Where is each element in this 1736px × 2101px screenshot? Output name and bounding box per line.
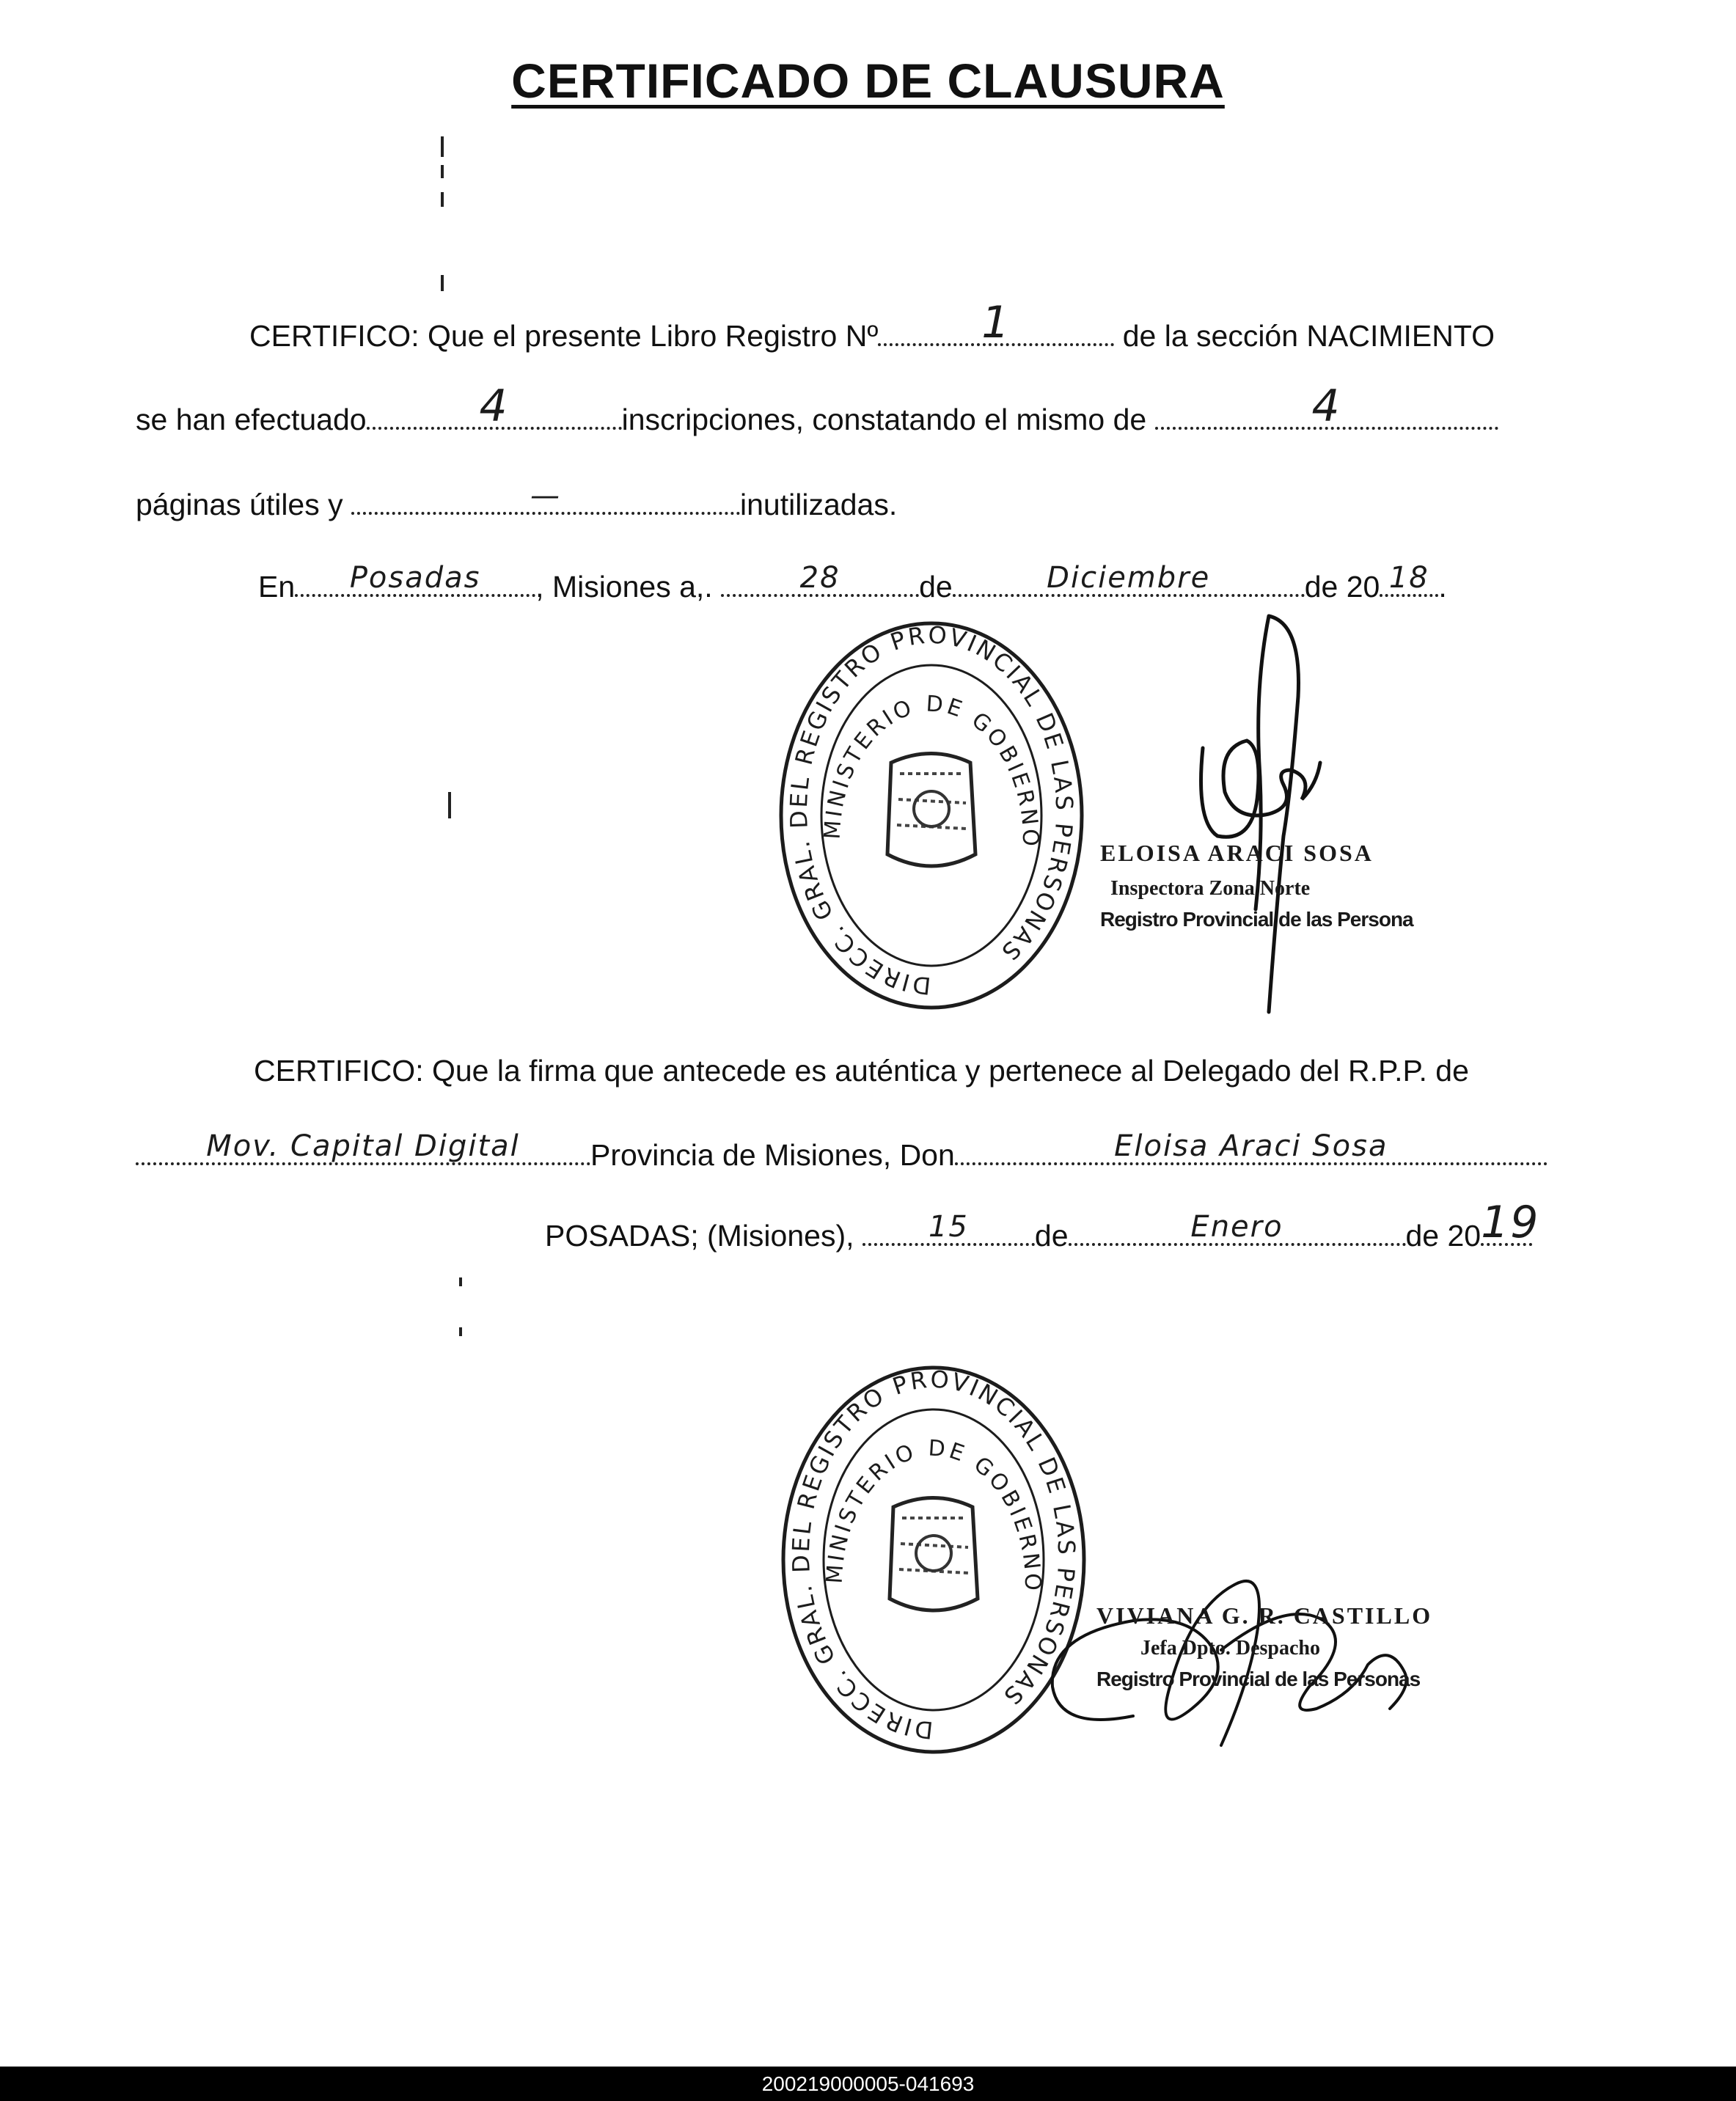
cert1-line4-text-a: En: [258, 570, 296, 604]
scan-mark: [459, 1327, 462, 1336]
seal-1-graphic: [774, 620, 1089, 1012]
cert2-line2-text: Provincia de Misiones, Don: [590, 1138, 955, 1172]
cert1-line2-text-b: inscripciones, constatando el mismo de: [621, 403, 1155, 436]
coat-of-arms-icon: [887, 754, 975, 867]
cert2-line3: [545, 1197, 1540, 1253]
cert2-line1-text: CERTIFICO: Que la firma que antecede es auténtica y pertenece al Delegado del R.P.P. de: [254, 1054, 1469, 1088]
official-seal-2: [776, 1364, 1091, 1756]
document-id-footer: 200219000005-041693: [0, 2067, 1736, 2101]
place-handwritten: Posadas: [349, 561, 481, 595]
signer-2-block: [1096, 1602, 1432, 1691]
month-field: [953, 561, 1305, 597]
cert1-line4-text-d: de 20: [1304, 570, 1380, 604]
place-field: [295, 561, 535, 597]
scan-mark: [448, 792, 451, 818]
cert2-day-handwritten: 15: [928, 1210, 969, 1244]
signer-2-name: VIVIANA G. R. CASTILLO: [1096, 1602, 1433, 1629]
cert2-month-handwritten: Enero: [1190, 1210, 1283, 1244]
delegado-name-handwritten: Eloisa Araci Sosa: [1114, 1129, 1388, 1163]
day-field: [721, 561, 919, 597]
cert2-month-field: [1069, 1210, 1406, 1246]
cert1-line4-text-e: .: [1438, 570, 1447, 604]
month-handwritten: Diciembre: [1047, 561, 1211, 595]
cert1-line2: [136, 381, 1498, 436]
cert2-year-field: [1481, 1197, 1540, 1248]
signer-1-org: Registro Provincial de las Persona: [1100, 908, 1413, 931]
scan-mark: [441, 136, 444, 157]
seal-2-inner-text: MINISTERIO DE GOBIERNO: [821, 1435, 1046, 1594]
year-field: [1380, 561, 1438, 597]
cert2-line3-text-a: POSADAS; (Misiones),: [545, 1219, 862, 1253]
scan-mark: [459, 1277, 462, 1286]
seal-1-outer-text: DIRECC. GRAL. DEL REGISTRO PROVINCIAL DE LAS PERSONAS: [784, 620, 1079, 1000]
cert1-line1: [249, 297, 1495, 353]
cert1-line4: [258, 561, 1447, 604]
cert2-day-field: [862, 1210, 1035, 1246]
cert1-line3: [136, 479, 898, 521]
scan-mark: [441, 192, 444, 207]
cert1-line1-text-b: de la sección NACIMIENTO: [1114, 319, 1495, 353]
inscripciones-handwritten: 4: [479, 381, 509, 432]
signer-1-name: ELOISA ARACI SOSA: [1100, 840, 1374, 866]
paginas-utiles-handwritten: 4: [1311, 381, 1341, 432]
cert1-line1-text-a: CERTIFICO: Que el presente Libro Registro Nº: [249, 319, 879, 353]
cert2-line3-text-b: de: [1034, 1219, 1069, 1253]
signer-2-org: Registro Provincial de las Personas: [1096, 1668, 1421, 1690]
cert2-line1: [254, 1056, 1469, 1086]
day-handwritten: 28: [799, 561, 840, 595]
signer-2-role: Jefa Dpto. Despacho: [1140, 1637, 1320, 1660]
year-handwritten: 18: [1388, 561, 1429, 595]
cert1-line4-text-b: , Misiones a,.: [535, 570, 722, 604]
paginas-utiles-field: [1155, 381, 1498, 432]
scan-mark: [441, 165, 444, 178]
inutilizadas-handwritten: —: [530, 479, 562, 513]
official-seal-1: [774, 620, 1089, 1012]
signature-1-scribble: [1173, 601, 1349, 1027]
seal-2-graphic: [776, 1364, 1091, 1756]
coat-of-arms-icon: [890, 1498, 978, 1611]
cert1-line4-text-c: de: [919, 570, 953, 604]
cert2-line3-text-c: de 20: [1405, 1219, 1482, 1253]
signer-1-role: Inspectora Zona Norte: [1110, 877, 1311, 900]
delegado-name-field: [955, 1129, 1548, 1165]
seal-1-inner-text: MINISTERIO DE GOBIERNO: [819, 691, 1044, 849]
document-title: CERTIFICADO DE CLAUSURA: [511, 54, 1225, 108]
seal-2-outer-text: DIRECC. GRAL. DEL REGISTRO PROVINCIAL DE LAS PERSONAS: [786, 1365, 1081, 1745]
registro-number-field: [878, 297, 1114, 348]
signer-1-block: [1100, 840, 1413, 931]
cert1-line2-text-a: se han efectuado: [136, 403, 367, 436]
registro-number-handwritten: 1: [981, 297, 1011, 348]
cert2-year-handwritten: 19: [1481, 1197, 1540, 1248]
cert1-line3-text-a: páginas útiles y: [136, 488, 352, 521]
delegacion-handwritten: Mov. Capital Digital: [206, 1129, 520, 1163]
delegacion-field: [136, 1129, 590, 1165]
cert2-line2: [136, 1129, 1548, 1172]
inscripciones-field: [367, 381, 622, 432]
scan-mark: [441, 275, 444, 291]
cert1-line3-text-b: inutilizadas.: [740, 488, 898, 521]
inutilizadas-field: [351, 479, 740, 515]
